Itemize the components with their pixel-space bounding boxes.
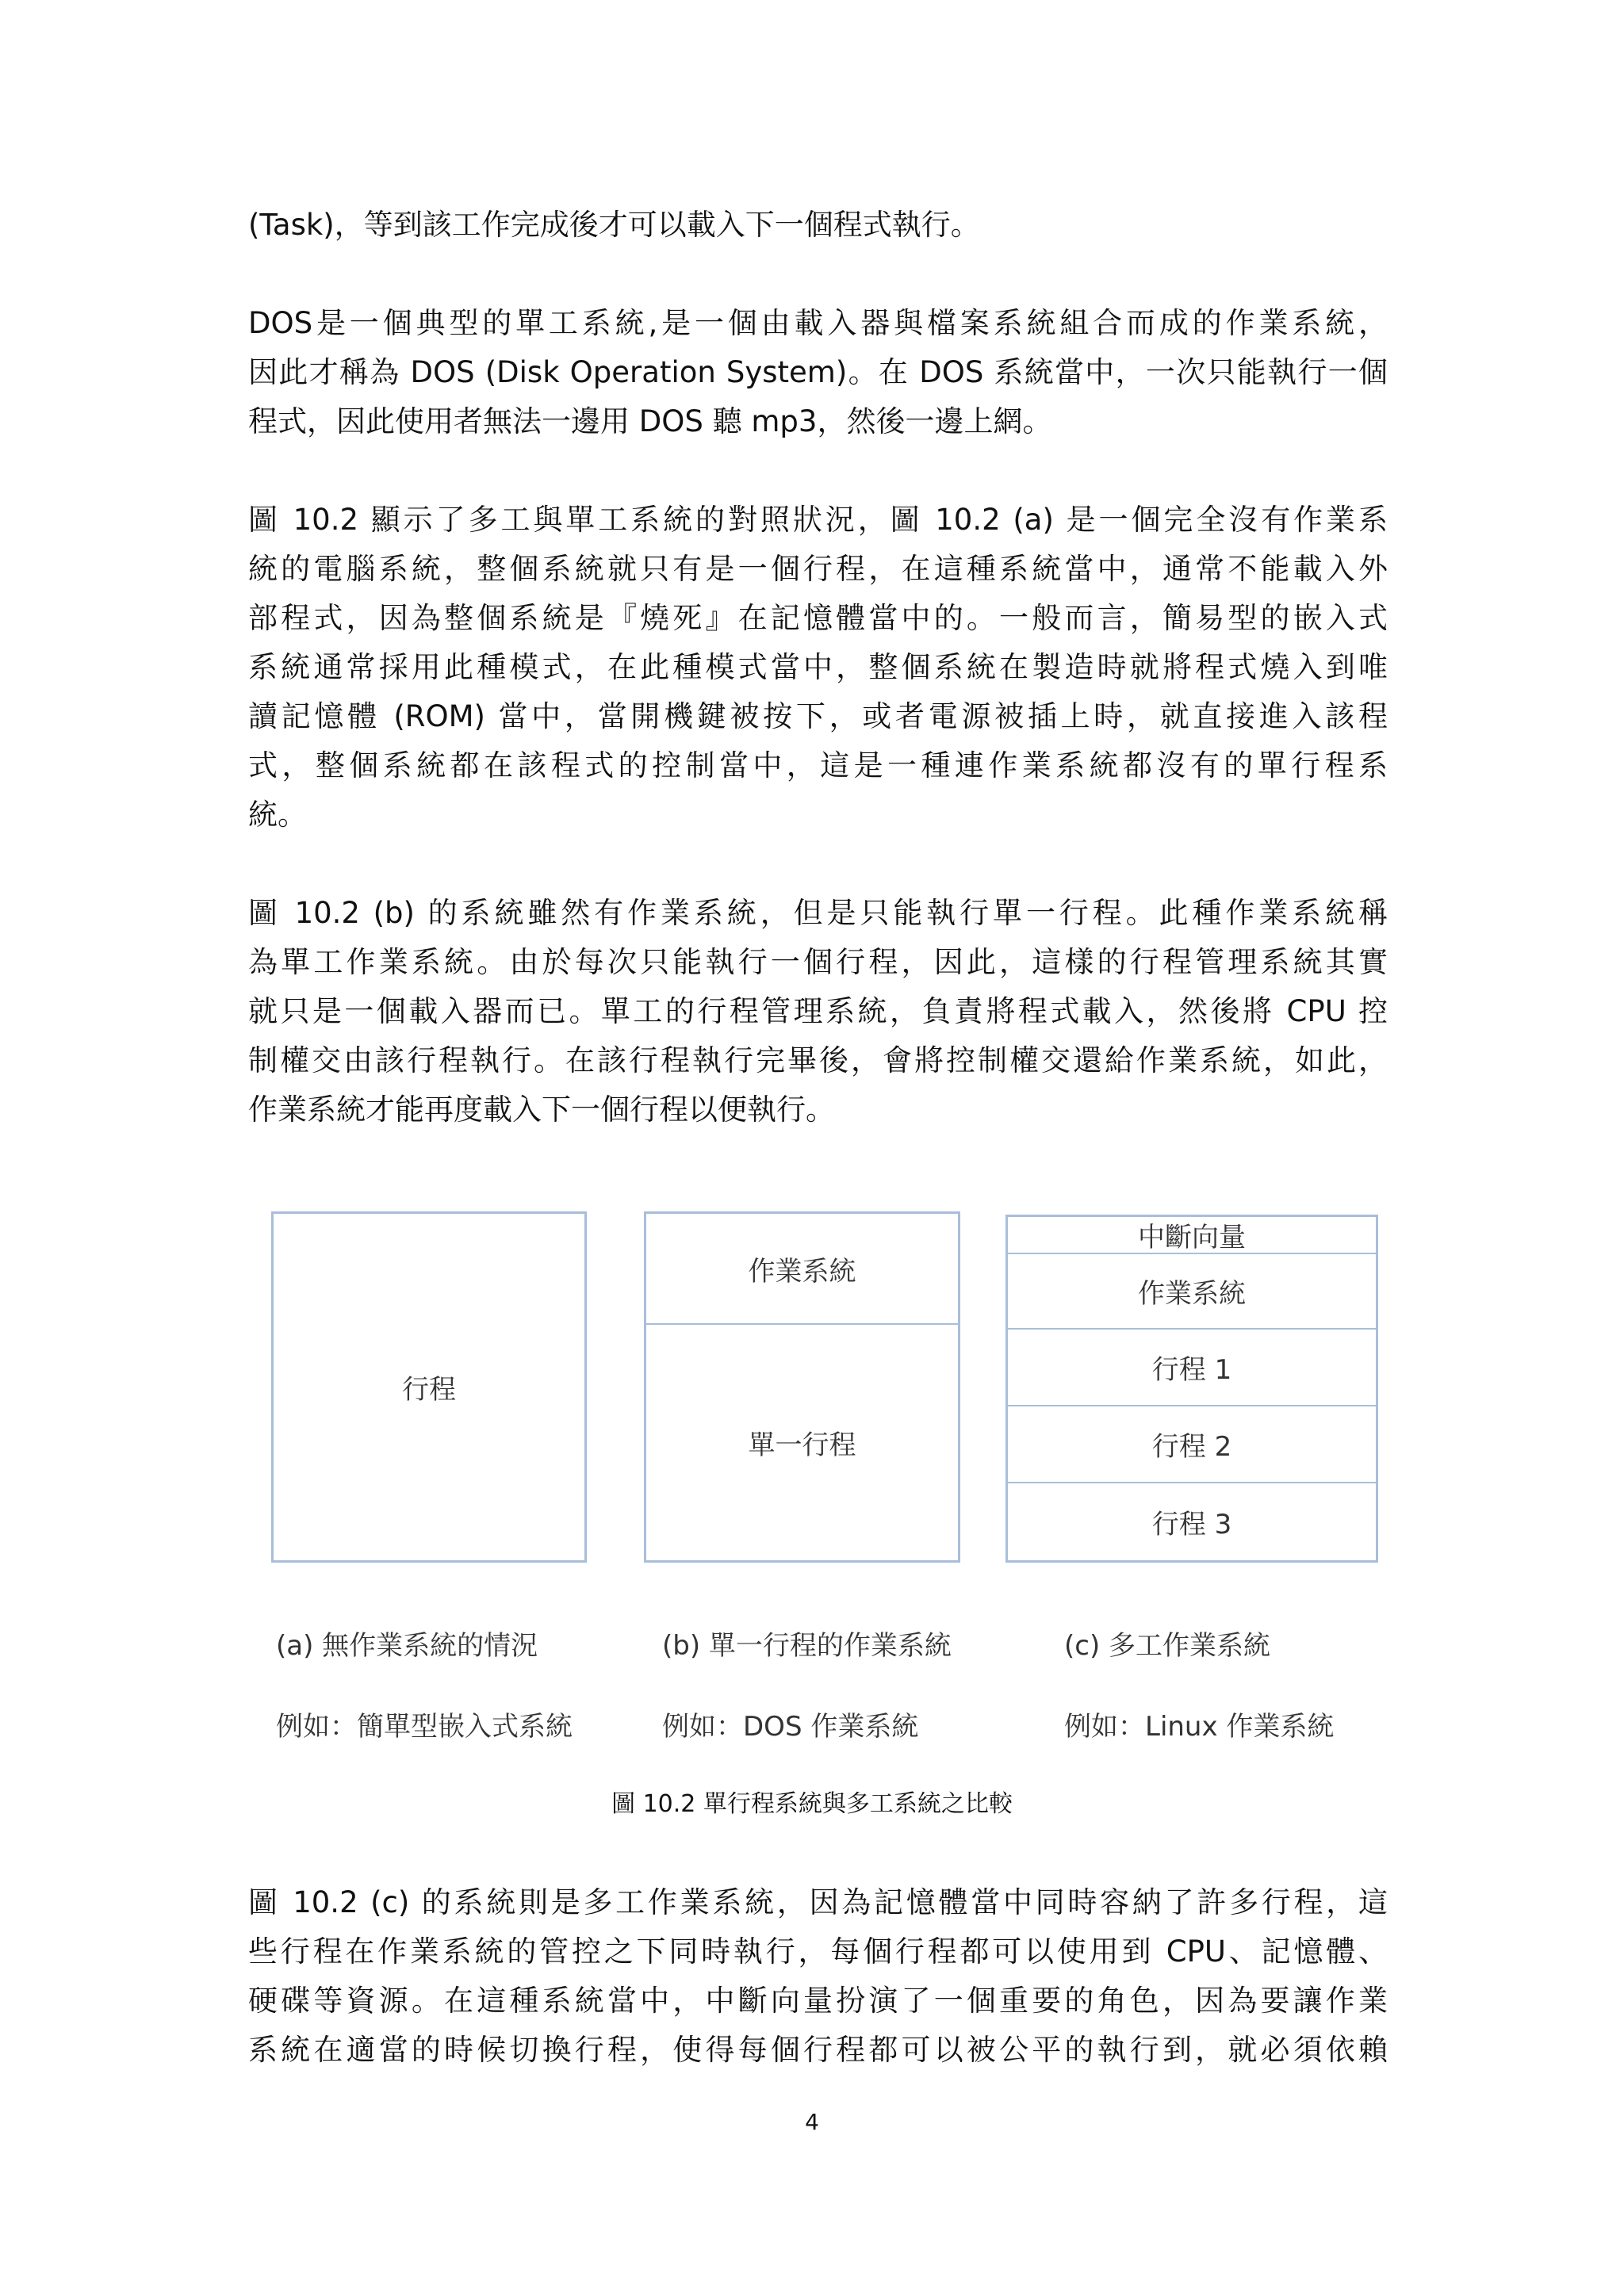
paragraph-2-line: 程式，因此使用者無法一邊用 DOS 聽 mp3，然後一邊上網。 — [248, 404, 1052, 438]
paragraph-4-line: 為單工作業系統。由於每次只能執行一個行程，因此，這樣的行程管理系統其實 — [248, 945, 1388, 979]
paragraph-3-line: 圖 10.2 顯示了多工與單工系統的對照狀況，圖 10.2 (a) 是一個完全沒有作業系 — [248, 503, 1388, 537]
paragraph-3-line: 讀記憶體 (ROM) 當中，當開機鍵被按下，或者電源被插上時，就直接進入該程 — [248, 699, 1388, 733]
paragraph-3-line: 統。 — [248, 798, 307, 832]
diagram-c-process-1: 行程 1 — [1008, 1330, 1376, 1406]
page-number: 4 — [805, 2109, 819, 2135]
diagram-c-interrupt-vector: 中斷向量 — [1008, 1217, 1376, 1254]
diagram-b-label: (b) 單一行程的作業系統 — [662, 1630, 952, 1662]
paragraph-3-line: 統的電腦系統，整個系統就只有是一個行程，在這種系統當中，通常不能載入外 — [248, 552, 1388, 586]
paragraph-2-line: DOS是一個典型的單工系統,是一個由載入器與檔案系統組合而成的作業系統， — [248, 306, 1388, 340]
diagram-b-example: 例如：DOS 作業系統 — [662, 1711, 919, 1743]
paragraph-1-line: (Task)，等到該工作完成後才可以載入下一個程式執行。 — [248, 208, 980, 242]
paragraph-5-line: 硬碟等資源。在這種系統當中，中斷向量扮演了一個重要的角色，因為要讓作業 — [248, 1984, 1388, 2018]
paragraph-4-line: 就只是一個載入器而已。單工的行程管理系統，負責將程式載入，然後將 CPU 控 — [248, 994, 1388, 1028]
paragraph-3-line: 系統通常採用此種模式，在此種模式當中，整個系統在製造時就將程式燒入到唯 — [248, 650, 1388, 684]
paragraph-5-line: 些行程在作業系統的管控之下同時執行，每個行程都可以使用到 CPU、記憶體、 — [248, 1934, 1388, 1969]
paragraph-4-line: 圖 10.2 (b) 的系統雖然有作業系統，但是只能執行單一行程。此種作業系統稱 — [248, 896, 1388, 930]
paragraph-3-line: 式，整個系統都在該程式的控制當中，這是一種連作業系統都沒有的單行程系 — [248, 748, 1388, 783]
paragraph-5-line: 系統在適當的時候切換行程，使得每個行程都可以被公平的執行到，就必須依賴 — [248, 2033, 1388, 2067]
diagram-a-box — [271, 1211, 587, 1563]
diagram-a-label: (a) 無作業系統的情況 — [276, 1630, 538, 1662]
diagram-c-process-3: 行程 3 — [1151, 1509, 1232, 1540]
diagram-b-os: 作業系統 — [646, 1214, 958, 1325]
diagram-c-example: 例如：Linux 作業系統 — [1064, 1711, 1335, 1743]
diagram-b-box — [644, 1211, 960, 1563]
diagram-c-os: 作業系統 — [1008, 1254, 1376, 1330]
paragraph-5-line: 圖 10.2 (c) 的系統則是多工作業系統，因為記憶體當中同時容納了許多行程，這 — [248, 1885, 1388, 1919]
paragraph-4-line: 作業系統才能再度載入下一個行程以便執行。 — [248, 1093, 835, 1127]
diagram-c-process-2: 行程 2 — [1008, 1406, 1376, 1483]
diagram-a-example: 例如：簡單型嵌入式系統 — [276, 1711, 573, 1743]
diagram-c-label: (c) 多工作業系統 — [1064, 1630, 1271, 1662]
paragraph-4-line: 制權交由該行程執行。在該行程執行完畢後，會將控制權交還給作業系統，如此， — [248, 1043, 1388, 1077]
diagram-c-box — [1005, 1215, 1378, 1563]
paragraph-2-line: 因此才稱為 DOS (Disk Operation System)。在 DOS 系統當中，一次只能執行一個 — [248, 355, 1388, 389]
paragraph-3-line: 部程式，因為整個系統是『燒死』在記憶體當中的。一般而言，簡易型的嵌入式 — [248, 601, 1388, 635]
figure-caption: 圖 10.2 單行程系統與多工系統之比較 — [611, 1790, 1013, 1818]
diagram-b-single-process: 單一行程 — [748, 1429, 856, 1461]
diagram-a-process: 行程 — [402, 1374, 456, 1406]
